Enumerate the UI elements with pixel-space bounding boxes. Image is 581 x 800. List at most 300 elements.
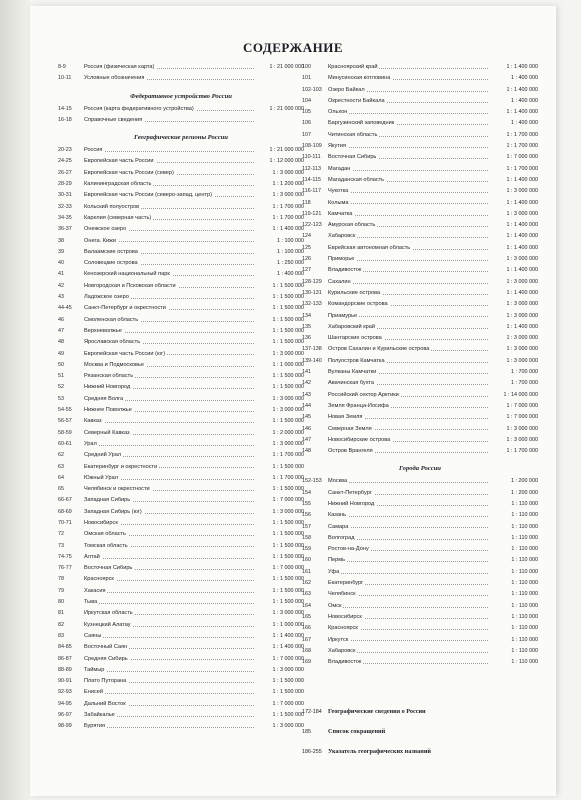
toc-scale: 1 : 110 000 [511,580,538,587]
toc-title [84,588,254,595]
toc-entry[interactable] [58,610,304,621]
toc-entry[interactable] [302,535,538,546]
toc-title [84,362,254,369]
toc-scale: 1 : 3 000 000 [272,610,304,617]
toc-title-text: Плато Путорана [84,678,127,685]
toc-entry[interactable] [58,599,304,610]
toc-entry[interactable] [58,238,304,249]
toc-scale: 1 : 110 000 [511,568,538,575]
toc-page-number: 66-67 [58,497,72,504]
toc-scale: 1 : 1 500 000 [272,463,304,470]
toc-entry[interactable] [58,486,304,497]
toc-entry[interactable] [302,437,538,448]
toc-title [328,75,488,82]
toc-entry[interactable] [302,369,538,380]
toc-entry[interactable] [58,712,304,723]
toc-title-text: Кольский полуостров [84,203,140,210]
toc-page-number: 83 [58,632,64,639]
toc-page-number: 137-138 [302,346,322,353]
toc-entry[interactable] [58,633,304,644]
toc-title [84,418,254,425]
toc-scale: 1 : 1 500 000 [272,384,304,391]
toc-scale: 1 : 3 000 000 [272,395,304,402]
toc-title [328,524,488,531]
toc-entry[interactable] [58,588,304,599]
toc-entry[interactable] [302,335,538,346]
toc-entry[interactable] [302,154,538,165]
toc-title-text: Нижний Новгород [328,500,375,507]
toc-entry[interactable] [58,543,304,554]
toc-page-number: 98-99 [58,723,72,730]
toc-scale: 1 : 1 500 000 [272,712,304,719]
toc-title-text: Приморье [328,256,355,263]
toc-title [84,531,254,538]
toc-entry[interactable] [302,448,538,459]
toc-entry[interactable] [58,215,304,226]
toc-entry[interactable] [302,580,538,591]
toc-page-number: 39 [58,248,64,255]
toc-entry[interactable] [58,441,304,452]
toc-entry[interactable] [302,177,538,188]
toc-title-text: Новгородская и Псковская области [84,282,176,289]
toc-page-number: 20-23 [58,147,72,154]
toc-entry[interactable] [302,569,538,580]
toc-scale: 1 : 1 400 000 [506,267,538,274]
toc-scale: 1 : 3 000 000 [506,188,538,195]
toc-title [84,305,254,312]
toc-entry[interactable] [302,279,538,290]
toc-entry[interactable] [302,87,538,98]
toc-entry[interactable] [302,478,538,489]
toc-scale: 1 : 1 400 000 [506,233,538,240]
toc-entry[interactable] [302,233,538,244]
toc-scale: 1 : 1 500 000 [272,418,304,425]
toc-scale: 1 : 200 000 [511,478,538,485]
toc-entry[interactable] [58,328,304,339]
toc-title-text: Челябинск [328,591,356,598]
toc-entry[interactable] [302,143,538,154]
toc-entry[interactable] [302,188,538,199]
toc-title-text: Таймыр [84,666,105,673]
toc-entry[interactable] [58,520,304,531]
toc-scale: 1 : 400 000 [511,97,538,104]
toc-title-text: Ростов-на-Дону [328,546,369,553]
toc-entry[interactable] [58,430,304,441]
toc-title-text: Европейская часть России (север) [84,169,174,176]
toc-title [328,324,488,331]
toc-title-text: Европейская часть России (юг) [84,350,166,357]
toc-scale: 1 : 1 700 000 [272,203,304,210]
toc-page-number: 116-117 [302,188,321,195]
toc-title [84,396,254,403]
toc-entry[interactable] [302,380,538,391]
toc-entry[interactable] [58,373,304,384]
toc-page-number: 114-115 [302,176,321,183]
toc-title [328,211,488,218]
toc-entry[interactable] [302,659,538,670]
toc-entry[interactable] [302,648,538,659]
toc-entry[interactable] [58,656,304,667]
toc-scale: 1 : 21 000 000 [269,147,304,154]
toc-page-number: 162 [302,580,311,587]
toc-entry[interactable] [58,531,304,542]
toc-entry[interactable] [58,475,304,486]
toc-page-number: 96-97 [58,712,72,719]
toc-entry[interactable] [302,591,538,602]
toc-entry[interactable] [58,418,304,429]
toc-title [84,384,254,391]
toc-page-number: 112-113 [302,165,321,172]
toc-entry[interactable] [58,192,304,203]
toc-final-entry[interactable] [302,728,538,748]
toc-page-number: 84-85 [58,644,72,651]
toc-page-number: 53 [58,395,64,402]
toc-title-text: Условные обозначения [84,75,145,82]
toc-entry[interactable] [58,384,304,395]
toc-entry[interactable] [58,396,304,407]
toc-scale: 1 : 1 400 000 [272,632,304,639]
toc-title [328,120,488,127]
toc-scale: 1 : 7 000 000 [272,655,304,662]
toc-title [328,290,488,297]
toc-entry[interactable] [302,324,538,335]
toc-entry[interactable] [58,226,304,237]
toc-page-number: 139-140 [302,357,322,364]
page-binding-shadow [0,0,30,800]
toc-page-number: 157 [302,523,311,530]
toc-title-text: Онега. Кижи [84,237,116,244]
toc-page-number: 44-45 [58,305,72,312]
toc-title-text: Российский сектор Арктики [328,391,399,398]
toc-entry[interactable] [302,267,538,278]
toc-entry[interactable] [302,546,538,557]
toc-page-number: 144 [302,402,311,409]
toc-title [328,177,488,184]
toc-scale: 1 : 3 000 000 [506,312,538,319]
toc-scale: 1 : 110 000 [511,557,538,564]
toc-entry[interactable] [302,346,538,357]
toc-page-number: 186-255 [302,749,322,756]
toc-page-number: 54-55 [58,407,72,414]
toc-entry[interactable] [302,256,538,267]
toc-page-number: 125 [302,244,311,251]
toc-title [328,580,488,587]
toc-title-text: Магадан [328,165,351,172]
toc-final-entry[interactable] [302,748,538,768]
toc-entry[interactable] [302,392,538,403]
toc-title-text: Иркутская область [84,610,133,617]
toc-title-text: Алтай [84,553,100,560]
toc-page-number: 78 [58,576,64,583]
toc-page-number: 30-31 [58,192,72,199]
contents-page [30,6,556,796]
toc-title [84,689,254,696]
toc-entry[interactable] [302,637,538,648]
toc-scale: 1 : 110 000 [511,512,538,519]
toc-scale: 1 : 700 000 [511,369,538,376]
toc-scale: 1 : 1 500 000 [272,689,304,696]
toc-title-text: Земля Франца-Иосифа [328,402,389,409]
toc-title-text: Хабаровск [328,647,356,654]
toc-title-text: Рязанская область [84,373,134,380]
toc-scale: 1 : 1 500 000 [272,599,304,606]
section-heading-federal: Федеративное устройство России [130,92,232,100]
toc-entry[interactable] [58,204,304,215]
toc-scale: 1 : 7 000 000 [272,565,304,572]
toc-entry[interactable] [302,603,538,614]
toc-title [84,565,254,572]
toc-page-number: 28-29 [58,181,72,188]
toc-title-text: Окрестности Байкала [328,97,385,104]
toc-entry[interactable] [58,509,304,520]
toc-title [328,414,488,421]
toc-title-text: Верхневолжье [84,327,122,334]
toc-entry[interactable] [302,75,538,86]
toc-title [84,75,254,82]
toc-entry[interactable] [302,426,538,437]
toc-title [84,667,254,674]
toc-scale: 1 : 110 000 [511,659,538,666]
toc-title-text: Шантарские острова [328,335,382,342]
toc-entry[interactable] [302,512,538,523]
toc-entry[interactable] [302,301,538,312]
toc-entry[interactable] [58,271,304,282]
toc-title [328,222,488,229]
toc-entry[interactable] [58,147,304,158]
toc-title [328,648,488,655]
toc-page-number: 124 [302,233,311,240]
toc-entry[interactable] [58,464,304,475]
toc-title-text: Нижний Новгород [84,384,131,391]
toc-title-text: Тыва [84,599,98,606]
toc-entry[interactable] [58,339,304,350]
toc-page-number: 49 [58,350,64,357]
toc-page-number: 47 [58,327,64,334]
toc-title [84,204,254,211]
toc-entry[interactable] [302,358,538,369]
toc-title-text: Ладожское озеро [84,294,129,301]
toc-title [328,267,488,274]
toc-title-text: Озеро Байкал [328,86,365,93]
toc-entry[interactable] [302,625,538,636]
toc-page-number: 108-109 [302,143,322,150]
toc-entry[interactable] [302,414,538,425]
toc-scale: 1 : 1 500 000 [272,294,304,301]
toc-title-text: Россия (карта федеративного устройства) [84,105,194,112]
toc-scale: 1 : 1 400 000 [506,64,538,70]
toc-scale: 1 : 110 000 [511,647,538,654]
toc-entry[interactable] [58,644,304,655]
toc-entry[interactable] [58,294,304,305]
toc-title-text: Полуостров Камчатка [328,357,385,364]
toc-page-number: 24-25 [58,158,72,165]
toc-entry[interactable] [302,166,538,177]
toc-entry[interactable] [58,407,304,418]
toc-page-number: 100 [302,64,311,70]
toc-title [84,543,254,550]
toc-title-text: Россия [84,147,103,154]
toc-title-text: Волгоград [328,534,355,541]
toc-scale: 1 : 14 000 000 [503,391,538,398]
toc-title-text: Урал [84,440,97,447]
toc-title-text: Курильские острова [328,289,381,296]
toc-scale: 1 : 400 000 [511,120,538,127]
toc-title [84,373,254,380]
toc-title-text: Хабаровский край [328,323,376,330]
toc-page-number: 152-153 [302,478,322,485]
toc-entry[interactable] [302,403,538,414]
toc-title-text: Камчатка [328,210,353,217]
toc-scale: 1 : 1 500 000 [272,339,304,346]
toc-scale: 1 : 110 000 [511,500,538,507]
toc-title-text: Санкт-Петербург [328,489,372,496]
toc-title-text: Ольхон [328,109,348,116]
toc-page-number: 107 [302,131,311,138]
left-column [58,64,304,735]
toc-title [328,64,488,71]
toc-title-text: Чукотка [328,188,349,195]
toc-title-text: Кузнецкий Алатау [84,621,131,628]
toc-entry[interactable] [58,554,304,565]
toc-entry[interactable] [302,200,538,211]
toc-title-text: Хабаровск [328,233,356,240]
toc-scale: 1 : 2 000 000 [272,429,304,436]
toc-scale: 1 : 7 000 000 [506,154,538,161]
toc-scale: 1 : 1 500 000 [272,542,304,549]
toc-title [328,512,488,519]
toc-scale: 1 : 110 000 [511,546,538,553]
toc-entry[interactable] [58,723,304,734]
toc-title-text: Справочные сведения [84,116,143,123]
toc-entry[interactable] [58,283,304,294]
toc-title [328,346,488,353]
toc-entry[interactable] [302,557,538,568]
toc-entry[interactable] [58,452,304,463]
toc-entry[interactable] [58,181,304,192]
toc-title [84,192,254,199]
toc-scale: 1 : 110 000 [511,636,538,643]
toc-scale: 1 : 1 400 000 [506,86,538,93]
toc-page-number: 104 [302,97,311,104]
toc-page-number: 48 [58,339,64,346]
toc-entry[interactable] [58,701,304,712]
toc-entry[interactable] [58,667,304,678]
toc-entry[interactable] [58,305,304,316]
toc-title [84,226,254,233]
toc-entry[interactable] [58,565,304,576]
toc-entry[interactable] [302,614,538,625]
toc-page-number: 56-57 [58,418,72,425]
toc-page-number: 169 [302,659,311,666]
toc-entry[interactable] [302,64,538,75]
toc-page-number: 72 [58,531,64,538]
toc-title-text: Санкт-Петербург и окрестности [84,305,166,312]
toc-scale: 1 : 1 500 000 [272,576,304,583]
toc-entry[interactable] [302,490,538,501]
toc-entry[interactable] [58,689,304,700]
toc-entry[interactable] [58,158,304,169]
toc-page-number: 119-121 [302,210,322,217]
toc-entry[interactable] [302,120,538,131]
toc-scale: 1 : 3 000 000 [506,425,538,432]
toc-scale: 1 : 21 000 000 [269,105,304,112]
toc-page-number: 136 [302,335,311,342]
toc-entry[interactable] [58,497,304,508]
toc-entry[interactable] [58,317,304,328]
toc-entry[interactable] [58,75,304,86]
toc-entry[interactable] [302,290,538,301]
toc-entry[interactable] [302,109,538,120]
toc-scale: 1 : 110 000 [511,534,538,541]
toc-entry[interactable] [58,260,304,271]
toc-entry[interactable] [302,98,538,109]
toc-title [84,283,254,290]
toc-entry[interactable] [58,678,304,689]
toc-title [84,317,254,324]
toc-page-number: 43 [58,294,64,301]
toc-title-text: Москва [328,478,348,485]
toc-entry[interactable] [302,222,538,233]
toc-entry[interactable] [302,245,538,256]
toc-entry[interactable] [302,501,538,512]
toc-title-text: Москва и Подмосковье [84,361,144,368]
toc-title [328,392,488,399]
toc-page-number: 70-71 [58,519,72,526]
toc-page-number: 60-61 [58,440,72,447]
toc-scale: 1 : 1 400 000 [506,289,538,296]
toc-entry[interactable] [302,313,538,324]
toc-entry[interactable] [58,351,304,362]
toc-scale: 1 : 100 000 [277,237,304,244]
toc-entry[interactable] [302,524,538,535]
right-column [302,64,538,768]
toc-title [84,64,254,71]
toc-title-text: Смоленская область [84,316,139,323]
toc-entry[interactable] [58,117,304,128]
toc-entry[interactable] [58,576,304,587]
toc-scale: 1 : 1 700 000 [272,214,304,221]
toc-page-number: 172-184 [302,709,322,716]
toc-title-text: Новосибирск [328,613,362,620]
toc-entry[interactable] [58,362,304,373]
toc-scale: 1 : 400 000 [277,271,304,278]
toc-final-entry[interactable] [302,708,538,728]
toc-entry[interactable] [58,249,304,260]
toc-scale: 1 : 1 000 000 [272,361,304,368]
toc-page-number: 164 [302,602,311,609]
toc-entry[interactable] [302,211,538,222]
toc-page-number: 86-87 [58,655,72,662]
toc-title [328,448,488,455]
toc-title-text: Кенозерский национальный парк [84,271,170,278]
toc-entry[interactable] [58,622,304,633]
toc-title-text: Авачинская бухта [328,380,375,387]
toc-entry[interactable] [58,106,304,117]
toc-scale: 1 : 110 000 [511,625,538,632]
toc-title-text: Кавказ [84,418,102,425]
column-spacer [302,670,538,708]
toc-entry[interactable] [302,132,538,143]
toc-entry[interactable] [58,64,304,75]
toc-entry[interactable] [58,170,304,181]
toc-title [328,233,488,240]
toc-page-number: 185 [302,729,311,736]
toc-title [84,520,254,527]
toc-title [328,535,488,542]
toc-scale: 1 : 1 400 000 [506,323,538,330]
toc-title [84,656,254,663]
toc-page-number: 156 [302,512,311,519]
